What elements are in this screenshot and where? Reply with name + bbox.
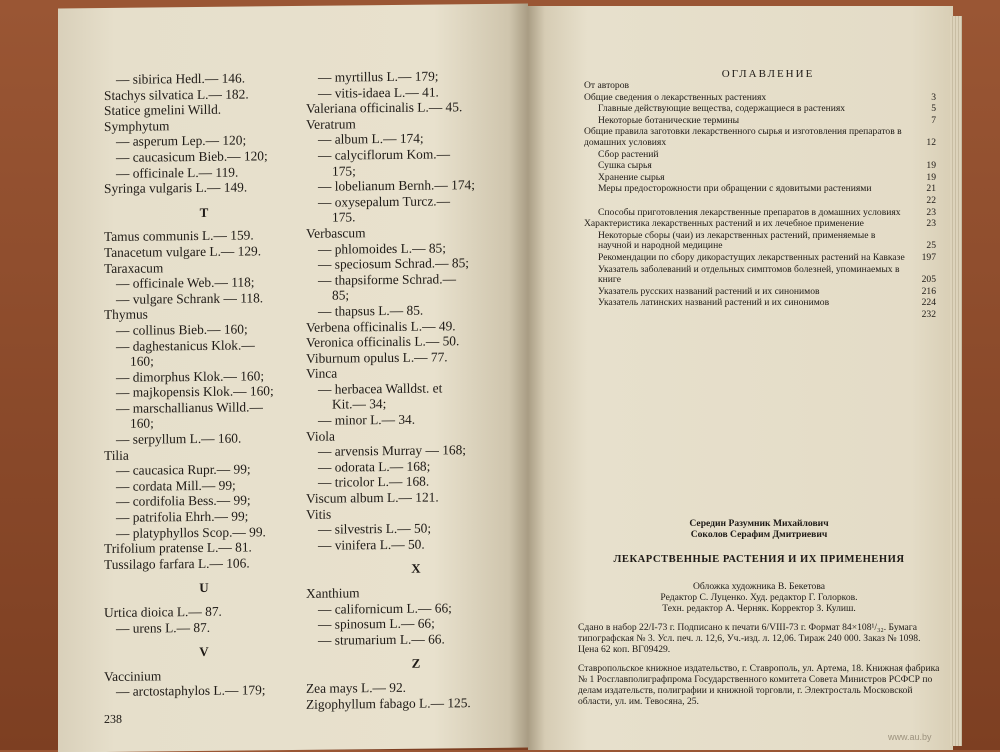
toc-entry-title: Способы приготовления лекарственные препаратов в домашних условиях [598, 206, 901, 218]
toc-entry [584, 231, 936, 252]
index-entry: Veratrum [306, 116, 356, 132]
index-entry: — patrifolia Ehrh.— 99; [116, 508, 249, 525]
toc-entry-title: Общие сведения о лекарственных растениях [584, 91, 767, 103]
toc-entry-title: Рекомендации по сбору дикорастущих лекарственных растений на Кавказе [598, 251, 905, 263]
author-2: Соколов Серафим Дмитриевич [690, 529, 828, 540]
index-entry: — silvestris L.— 50; [318, 520, 432, 537]
right-page [528, 6, 953, 750]
toc-entry-page: 7 [931, 114, 936, 126]
toc-entry-title: Главные действующие вещества, содержащиеся в растениях [598, 103, 846, 115]
index-entry: — collinus Bieb.— 160; [116, 321, 248, 338]
table-of-contents [584, 80, 936, 320]
index-entry: — serpyllum L.— 160. [116, 430, 242, 447]
letter-heading: V [199, 644, 209, 660]
toc-entry-page: 19 [926, 160, 936, 172]
index-entry: Urtica dioica L.— 87. [104, 603, 222, 620]
index-entry: Valeriana officinalis L.— 45. [306, 99, 463, 117]
toc-entry [584, 298, 936, 309]
index-entry: 175; [332, 162, 356, 179]
index-entry: — californicum L.— 66; [318, 599, 452, 617]
index-entry: Viburnum opulus L.— 77. [306, 349, 448, 366]
index-entry: — speciosum Schrad.— 85; [318, 255, 469, 272]
toc-entry [584, 161, 936, 172]
index-entry: — caucasica Rupr.— 99; [116, 461, 251, 479]
toc-entry-title: Сбор растений [598, 148, 659, 160]
index-entry: Viola [306, 428, 335, 444]
index-entry: Tussilago farfara L.— 106. [104, 555, 250, 572]
index-entry: Syringa vulgaris L.— 149. [104, 179, 248, 197]
index-entry: Viscum album L.— 121. [306, 489, 439, 506]
toc-entry [584, 150, 936, 161]
index-entry: — oxysepalum Turcz.— [318, 193, 451, 210]
index-entry: Xanthium [306, 585, 360, 601]
toc-entry-title: Некоторые сборы (чаи) из лекарственных растений, применяемые в научной и народной медицине [598, 229, 876, 252]
index-entry: Stachys silvatica L.— 182. [104, 86, 249, 103]
index-entry: — cordifolia Bess.— 99; [116, 492, 251, 510]
index-entry: Thymus [104, 306, 148, 323]
index-entry: — vinifera L.— 50. [318, 536, 425, 553]
index-entry: Statice gmelini Willd. [104, 101, 222, 119]
toc-entry-page: 21 [926, 183, 936, 195]
credit-editors: Редактор С. Луценко. Худ. редактор Г. Голорков. [660, 592, 858, 603]
index-entry: — urens L.— 87. [116, 619, 211, 636]
toc-entry-page: 23 [926, 218, 936, 230]
toc-entry-page: 12 [926, 136, 936, 148]
index-entry: 85; [332, 287, 350, 303]
index-entry: — lobelianum Bernh.— 174; [318, 177, 475, 194]
toc-entry-page: 205 [921, 274, 936, 286]
index-entry: — caucasicum Bieb.— 120; [116, 148, 268, 165]
toc-entry-title: Указатель заболеваний и отдельных симптомов болезней, упоминаемых в книге [598, 263, 900, 286]
toc-entry-page: 23 [926, 206, 936, 218]
index-entry: 175. [332, 209, 356, 225]
index-entry: — thapsus L.— 85. [318, 302, 424, 319]
toc-title: ОГЛАВЛЕНИЕ [721, 68, 815, 80]
page-number: 238 [104, 711, 122, 726]
author-1: Середин Разумник Михайлович [689, 518, 829, 529]
publisher-info: Ставропольское книжное издательство, г. Ставрополь, ул. Артема, 18. Книжная фабрика № 1 Росглавполиграфпрома Государственного комитета Совета Министров РСФСР по делам издательств, полиграфии и книжной торговли, г. Электросталь Московской области, ул. им. Тевосяна, 25. [578, 663, 940, 707]
credit-tech: Техн. редактор А. Черняк. Корректор З. Кулиш. [662, 603, 856, 614]
toc-entry-page: 22 [926, 194, 936, 206]
left-page [58, 4, 528, 752]
index-entry: — officinale Web.— 118; [116, 274, 255, 291]
book-title: ЛЕКАРСТВЕННЫЕ РАСТЕНИЯ И ИХ ПРИМЕНЕНИЯ [613, 554, 905, 565]
index-entry: — majkopensis Klok.— 160; [116, 383, 274, 401]
index-column-2 [306, 68, 526, 712]
index-entry: — officinale L.— 119. [116, 164, 239, 181]
index-entry: Vitis [306, 506, 332, 522]
index-entry: — platyphyllos Scop.— 99. [116, 523, 266, 541]
index-entry: Vaccinium [104, 668, 162, 684]
index-column-1 [104, 70, 304, 700]
toc-entry-title: Указатель русских названий растений и их синонимов [598, 285, 820, 297]
toc-entry [584, 253, 936, 264]
index-entry: — sibirica Hedl.— 146. [116, 70, 246, 87]
toc-entry-page: 216 [921, 285, 936, 297]
index-entry: Tanacetum vulgare L.— 129. [104, 243, 262, 260]
index-entry: — thapsiforme Schrad.— [318, 271, 456, 288]
toc-entry-page: 232 [921, 308, 936, 320]
index-entry: — herbacea Walldst. et [318, 380, 443, 397]
index-entry: — arctostaphylos L.— 179; [116, 682, 266, 700]
letter-heading: Z [411, 656, 421, 672]
watermark: www.au.by [888, 732, 932, 742]
toc-entry [584, 127, 936, 148]
toc-entry [584, 173, 936, 184]
toc-entry [584, 208, 936, 219]
index-entry: Tamus communis L.— 159. [104, 227, 254, 245]
toc-entry [584, 196, 936, 207]
toc-entry [584, 184, 936, 195]
letter-heading: T [199, 204, 209, 220]
index-entry: Veronica officinalis L.— 50. [306, 333, 460, 350]
toc-entry-page: 5 [931, 103, 936, 115]
toc-entry [584, 265, 936, 286]
page-edges [950, 16, 962, 746]
index-entry: 160; [130, 353, 154, 369]
index-entry: Zigophyllum fabago L.— 125. [306, 694, 471, 712]
index-entry: Taraxacum [104, 259, 164, 276]
index-entry: — calyciflorum Kom.— [318, 146, 451, 163]
toc-entry-title: Общие правила заготовки лекарственного сырья и изготовления препаратов в домашних условиях [584, 126, 902, 148]
toc-entry-title: Меры предосторожности при обращении с ядовитыми растениями [598, 183, 872, 195]
index-entry: — vitis-idaea L.— 41. [318, 84, 439, 101]
toc-entry [584, 116, 936, 127]
index-entry: Zea mays L.— 92. [306, 679, 407, 696]
open-book [58, 6, 958, 750]
imprint [578, 518, 940, 707]
toc-entry [584, 310, 936, 321]
toc-entry-page: 3 [931, 91, 936, 103]
index-entry: 160; [130, 415, 154, 432]
toc-entry-page: 25 [926, 240, 936, 252]
index-entry: — myrtillus L.— 179; [318, 68, 439, 85]
index-entry: — arvensis Murray — 168; [318, 442, 467, 459]
toc-entry-title: Сушка сырья [598, 160, 652, 172]
index-entry: — daghestanicus Klok.— [116, 336, 255, 354]
index-entry: Verbena officinalis L.— 49. [306, 317, 456, 335]
index-entry: Trifolium pratense L.— 81. [104, 539, 252, 557]
index-entry: Kit.— 34; [332, 396, 387, 413]
index-entry: — album L.— 174; [318, 131, 424, 148]
toc-entry [584, 104, 936, 115]
toc-entry [584, 287, 936, 298]
toc-entry [584, 93, 936, 104]
index-entry: — dimorphus Klok.— 160; [116, 367, 265, 385]
index-entry: Symphytum [104, 118, 170, 134]
letter-heading: U [199, 580, 209, 596]
index-entry: — strumarium L.— 66. [318, 631, 445, 648]
index-entry: Tilia [104, 447, 129, 463]
print-details: Сдано в набор 22/I-73 г. Подписано к печати 6/VIII-73 г. Формат 84×108¹/₃₂. Бумага типографская № 3. Усл. печ. л. 12,6, Уч.-изд. л. 12,06. Тираж 240 000. Заказ № 1098. Цена 62 коп. ВГ09429. [578, 622, 921, 655]
toc-entry-page: 224 [921, 297, 936, 309]
toc-entry [584, 81, 936, 92]
credit-cover: Обложка художника В. Бекетова [692, 581, 825, 592]
toc-entry-title: От авторов [584, 80, 630, 91]
toc-entry-page: 19 [926, 171, 936, 183]
index-entry: — odorata L.— 168; [318, 458, 431, 475]
toc-entry-title: Хранение сырья [598, 171, 665, 183]
index-entry: — cordata Mill.— 99; [116, 477, 236, 494]
index-entry: Verbascum [306, 225, 366, 241]
index-entry: — spinosum L.— 66; [318, 615, 435, 632]
toc-entry-title: Характеристика лекарственных растений и их лечебное применение [584, 218, 864, 230]
toc-entry-title: Указатель латинских названий растений и их синонимов [598, 297, 830, 309]
toc-entry [584, 219, 936, 230]
index-entry: — tricolor L.— 168. [318, 474, 430, 491]
index-entry: Vinca [306, 365, 338, 382]
index-entry: — vulgare Schrank — 118. [116, 290, 264, 307]
index-entry: — asperum Lep.— 120; [116, 132, 247, 150]
index-entry: — phlomoides L.— 85; [318, 239, 446, 257]
toc-entry-title: Некоторые ботанические термины [598, 114, 740, 126]
toc-entry-page: 197 [921, 251, 936, 263]
index-entry: — marschallianus Willd.— [116, 399, 263, 416]
index-entry: — minor L.— 34. [318, 411, 416, 428]
letter-heading: X [411, 561, 421, 577]
